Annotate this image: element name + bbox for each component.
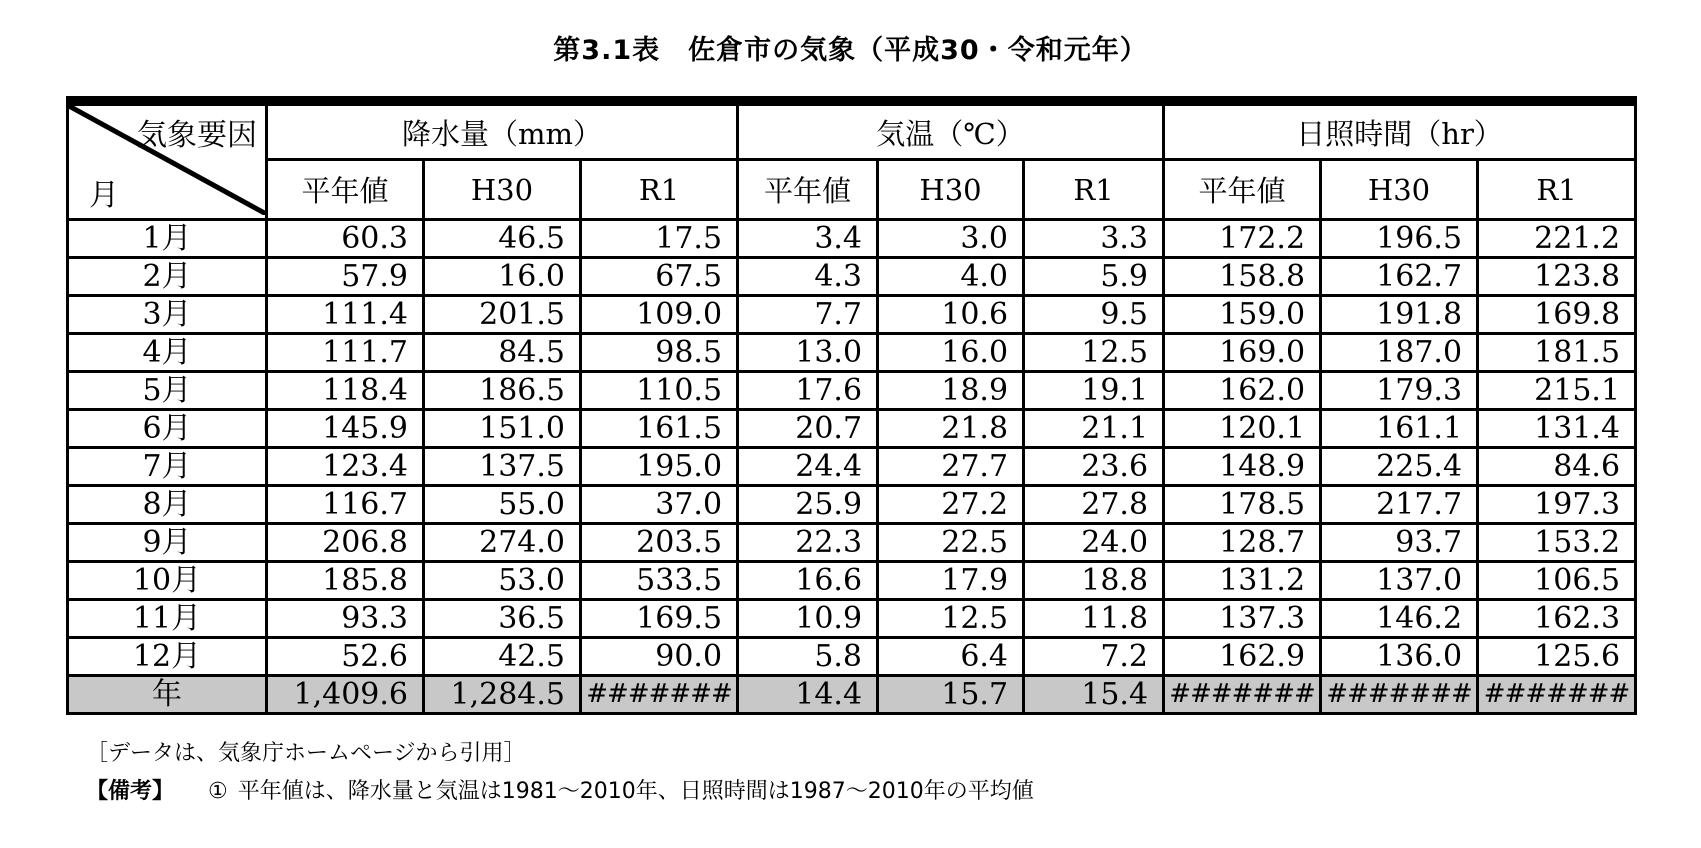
month-cell: 年 bbox=[68, 676, 267, 714]
value-cell: 153.2 bbox=[1478, 524, 1636, 562]
value-cell: 169.5 bbox=[581, 600, 738, 638]
value-cell: 4.0 bbox=[878, 258, 1024, 296]
value-cell: 203.5 bbox=[581, 524, 738, 562]
table-row bbox=[68, 334, 1636, 372]
total-row bbox=[68, 676, 1636, 714]
value-cell: ####### bbox=[1478, 676, 1636, 714]
table-row bbox=[68, 372, 1636, 410]
table-row bbox=[68, 258, 1636, 296]
value-cell: 23.6 bbox=[1024, 448, 1164, 486]
value-cell: 123.4 bbox=[267, 448, 424, 486]
value-cell: 22.3 bbox=[738, 524, 878, 562]
value-cell: 191.8 bbox=[1321, 296, 1478, 334]
month-cell: 4月 bbox=[68, 334, 267, 372]
month-cell: 3月 bbox=[68, 296, 267, 334]
value-cell: 186.5 bbox=[424, 372, 581, 410]
subcol-header: H30 bbox=[878, 160, 1024, 220]
value-cell: 1,284.5 bbox=[424, 676, 581, 714]
value-cell: 27.7 bbox=[878, 448, 1024, 486]
remark-mark: ① bbox=[208, 779, 228, 804]
value-cell: 55.0 bbox=[424, 486, 581, 524]
value-cell: 20.7 bbox=[738, 410, 878, 448]
value-cell: 148.9 bbox=[1164, 448, 1321, 486]
value-cell: 116.7 bbox=[267, 486, 424, 524]
value-cell: 162.7 bbox=[1321, 258, 1478, 296]
value-cell: 21.1 bbox=[1024, 410, 1164, 448]
value-cell: 36.5 bbox=[424, 600, 581, 638]
value-cell: 84.5 bbox=[424, 334, 581, 372]
month-cell: 12月 bbox=[68, 638, 267, 676]
month-cell: 10月 bbox=[68, 562, 267, 600]
value-cell: 67.5 bbox=[581, 258, 738, 296]
value-cell: 128.7 bbox=[1164, 524, 1321, 562]
value-cell: 37.0 bbox=[581, 486, 738, 524]
remark-label: 【備考】 bbox=[86, 779, 175, 804]
value-cell: 159.0 bbox=[1164, 296, 1321, 334]
value-cell: 137.5 bbox=[424, 448, 581, 486]
value-cell: 533.5 bbox=[581, 562, 738, 600]
value-cell: 162.9 bbox=[1164, 638, 1321, 676]
value-cell: 169.8 bbox=[1478, 296, 1636, 334]
value-cell: 17.6 bbox=[738, 372, 878, 410]
month-cell: 2月 bbox=[68, 258, 267, 296]
value-cell: 27.2 bbox=[878, 486, 1024, 524]
value-cell: 206.8 bbox=[267, 524, 424, 562]
value-cell: 18.8 bbox=[1024, 562, 1164, 600]
value-cell: 162.0 bbox=[1164, 372, 1321, 410]
value-cell: 161.1 bbox=[1321, 410, 1478, 448]
value-cell: 111.7 bbox=[267, 334, 424, 372]
table-body bbox=[68, 220, 1636, 714]
group-header-precipitation: 降水量（mm） bbox=[267, 101, 738, 160]
month-cell: 6月 bbox=[68, 410, 267, 448]
subcol-header: R1 bbox=[1024, 160, 1164, 220]
value-cell: 90.0 bbox=[581, 638, 738, 676]
value-cell: 123.8 bbox=[1478, 258, 1636, 296]
subcol-header: 平年値 bbox=[1164, 160, 1321, 220]
value-cell: 27.8 bbox=[1024, 486, 1164, 524]
value-cell: 10.6 bbox=[878, 296, 1024, 334]
subcol-header: 平年値 bbox=[738, 160, 878, 220]
value-cell: 146.2 bbox=[1321, 600, 1478, 638]
value-cell: 137.3 bbox=[1164, 600, 1321, 638]
value-cell: 179.3 bbox=[1321, 372, 1478, 410]
value-cell: 221.2 bbox=[1478, 220, 1636, 258]
value-cell: ####### bbox=[1164, 676, 1321, 714]
table-row bbox=[68, 220, 1636, 258]
header-row-subcolumns bbox=[68, 160, 1636, 220]
month-cell: 11月 bbox=[68, 600, 267, 638]
value-cell: 5.9 bbox=[1024, 258, 1164, 296]
weather-table bbox=[66, 96, 1637, 715]
value-cell: 185.8 bbox=[267, 562, 424, 600]
value-cell: 137.0 bbox=[1321, 562, 1478, 600]
value-cell: 217.7 bbox=[1321, 486, 1478, 524]
value-cell: 4.3 bbox=[738, 258, 878, 296]
corner-header-cell bbox=[68, 101, 267, 220]
value-cell: 15.7 bbox=[878, 676, 1024, 714]
value-cell: 52.6 bbox=[267, 638, 424, 676]
value-cell: 13.0 bbox=[738, 334, 878, 372]
value-cell: 14.4 bbox=[738, 676, 878, 714]
value-cell: 181.5 bbox=[1478, 334, 1636, 372]
corner-label-factor: 気象要因 bbox=[137, 118, 257, 153]
value-cell: 7.2 bbox=[1024, 638, 1164, 676]
table-row bbox=[68, 296, 1636, 334]
subcol-header: 平年値 bbox=[267, 160, 424, 220]
subcol-header: R1 bbox=[1478, 160, 1636, 220]
value-cell: 15.4 bbox=[1024, 676, 1164, 714]
value-cell: 111.4 bbox=[267, 296, 424, 334]
value-cell: 21.8 bbox=[878, 410, 1024, 448]
corner-label-month: 月 bbox=[89, 178, 119, 213]
group-header-sunshine: 日照時間（hr） bbox=[1164, 101, 1636, 160]
value-cell: 201.5 bbox=[424, 296, 581, 334]
value-cell: 10.9 bbox=[738, 600, 878, 638]
value-cell: 3.3 bbox=[1024, 220, 1164, 258]
value-cell: 19.1 bbox=[1024, 372, 1164, 410]
value-cell: 6.4 bbox=[878, 638, 1024, 676]
source-note: ［データは、気象庁ホームページから引用］ bbox=[86, 741, 526, 766]
value-cell: 118.4 bbox=[267, 372, 424, 410]
value-cell: 7.7 bbox=[738, 296, 878, 334]
value-cell: 84.6 bbox=[1478, 448, 1636, 486]
value-cell: 195.0 bbox=[581, 448, 738, 486]
value-cell: 22.5 bbox=[878, 524, 1024, 562]
value-cell: 93.7 bbox=[1321, 524, 1478, 562]
value-cell: 46.5 bbox=[424, 220, 581, 258]
value-cell: 161.5 bbox=[581, 410, 738, 448]
month-cell: 1月 bbox=[68, 220, 267, 258]
value-cell: 25.9 bbox=[738, 486, 878, 524]
table-row bbox=[68, 600, 1636, 638]
value-cell: 106.5 bbox=[1478, 562, 1636, 600]
value-cell: 12.5 bbox=[878, 600, 1024, 638]
value-cell: 178.5 bbox=[1164, 486, 1321, 524]
value-cell: 196.5 bbox=[1321, 220, 1478, 258]
value-cell: 131.4 bbox=[1478, 410, 1636, 448]
value-cell: 110.5 bbox=[581, 372, 738, 410]
value-cell: 162.3 bbox=[1478, 600, 1636, 638]
table-row bbox=[68, 410, 1636, 448]
value-cell: 225.4 bbox=[1321, 448, 1478, 486]
month-cell: 7月 bbox=[68, 448, 267, 486]
value-cell: 16.6 bbox=[738, 562, 878, 600]
value-cell: 169.0 bbox=[1164, 334, 1321, 372]
table-row bbox=[68, 638, 1636, 676]
table-row bbox=[68, 448, 1636, 486]
month-cell: 8月 bbox=[68, 486, 267, 524]
value-cell: 57.9 bbox=[267, 258, 424, 296]
table-row bbox=[68, 486, 1636, 524]
value-cell: ####### bbox=[1321, 676, 1478, 714]
value-cell: 24.0 bbox=[1024, 524, 1164, 562]
month-cell: 9月 bbox=[68, 524, 267, 562]
value-cell: 60.3 bbox=[267, 220, 424, 258]
value-cell: 5.8 bbox=[738, 638, 878, 676]
table-row bbox=[68, 562, 1636, 600]
value-cell: 172.2 bbox=[1164, 220, 1321, 258]
subcol-header: H30 bbox=[424, 160, 581, 220]
value-cell: 3.4 bbox=[738, 220, 878, 258]
value-cell: 274.0 bbox=[424, 524, 581, 562]
value-cell: 17.9 bbox=[878, 562, 1024, 600]
value-cell: 151.0 bbox=[424, 410, 581, 448]
remark-note bbox=[86, 774, 1034, 805]
value-cell: 11.8 bbox=[1024, 600, 1164, 638]
table-title: 第3.1表 佐倉市の気象（平成30・令和元年） bbox=[553, 35, 1148, 66]
value-cell: 93.3 bbox=[267, 600, 424, 638]
value-cell: 109.0 bbox=[581, 296, 738, 334]
subcol-header: R1 bbox=[581, 160, 738, 220]
value-cell: 98.5 bbox=[581, 334, 738, 372]
value-cell: 125.6 bbox=[1478, 638, 1636, 676]
header-row-groups bbox=[68, 101, 1636, 160]
value-cell: 215.1 bbox=[1478, 372, 1636, 410]
value-cell: 187.0 bbox=[1321, 334, 1478, 372]
month-cell: 5月 bbox=[68, 372, 267, 410]
value-cell: ####### bbox=[581, 676, 738, 714]
value-cell: 53.0 bbox=[424, 562, 581, 600]
value-cell: 16.0 bbox=[878, 334, 1024, 372]
value-cell: 3.0 bbox=[878, 220, 1024, 258]
value-cell: 12.5 bbox=[1024, 334, 1164, 372]
remark-text: 平年値は、降水量と気温は1981～2010年、日照時間は1987～2010年の平均値 bbox=[237, 779, 1034, 804]
value-cell: 16.0 bbox=[424, 258, 581, 296]
value-cell: 197.3 bbox=[1478, 486, 1636, 524]
value-cell: 42.5 bbox=[424, 638, 581, 676]
value-cell: 131.2 bbox=[1164, 562, 1321, 600]
value-cell: 145.9 bbox=[267, 410, 424, 448]
value-cell: 24.4 bbox=[738, 448, 878, 486]
group-header-temperature: 気温（℃） bbox=[738, 101, 1164, 160]
value-cell: 158.8 bbox=[1164, 258, 1321, 296]
subcol-header: H30 bbox=[1321, 160, 1478, 220]
value-cell: 17.5 bbox=[581, 220, 738, 258]
value-cell: 136.0 bbox=[1321, 638, 1478, 676]
table-row bbox=[68, 524, 1636, 562]
value-cell: 120.1 bbox=[1164, 410, 1321, 448]
value-cell: 18.9 bbox=[878, 372, 1024, 410]
value-cell: 1,409.6 bbox=[267, 676, 424, 714]
value-cell: 9.5 bbox=[1024, 296, 1164, 334]
